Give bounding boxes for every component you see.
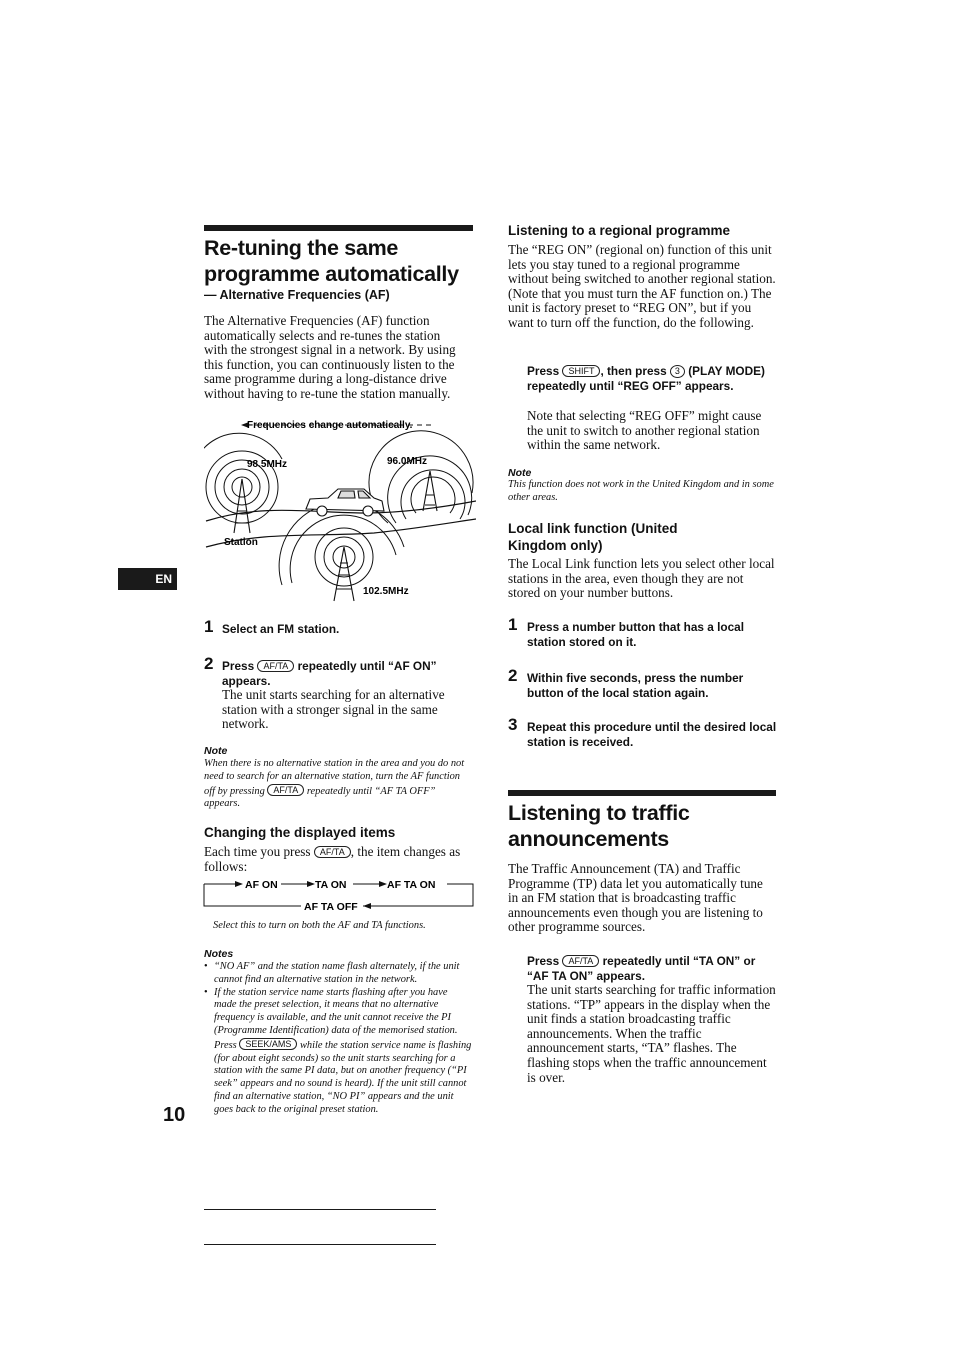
- af-note-text: [204, 758, 472, 811]
- traffic-instruction: [527, 954, 772, 983]
- title-rule: [204, 225, 473, 231]
- regional-press: Press: [527, 364, 560, 378]
- traffic-press: Press: [527, 954, 560, 968]
- title-line-1: Re-tuning the same: [204, 236, 399, 260]
- cycle-item-af-on: AF ON: [245, 879, 278, 891]
- display-cycle-diagram: [203, 874, 475, 914]
- step-2-press: Press: [222, 659, 255, 673]
- local-step-2-number: 2: [508, 666, 518, 685]
- regional-note-text: This function does not work in the United Kingdom and in some other areas.: [508, 479, 774, 503]
- notes-title: Notes: [204, 948, 234, 960]
- cycle-caption: Select this to turn on both the AF and TA functions.: [213, 920, 426, 931]
- changing-post: , the item changes as follows:: [204, 844, 461, 874]
- cycle-item-ta-on: TA ON: [315, 879, 347, 891]
- cycle-arrow-icon: [379, 881, 387, 887]
- button-3-icon: 3: [670, 365, 685, 378]
- local-step-1-number: 1: [508, 615, 518, 634]
- regional-mid: , then press: [600, 364, 667, 378]
- step-2-rest: repeatedly until “AF ON” appears.: [222, 659, 437, 688]
- seek-ams-button-icon: SEEK/AMS: [239, 1038, 297, 1050]
- local-link-body: The Local Link function lets you select other local stations in the area, even though they are not stored on your number buttons.: [508, 556, 775, 601]
- regional-note-title: Note: [508, 467, 532, 479]
- cycle-arrow-icon: [235, 881, 243, 887]
- step-1-number: 1: [204, 617, 214, 636]
- step-2-number: 2: [204, 654, 214, 673]
- bottom-tower-icon: [334, 547, 354, 601]
- bottom-line: [204, 1209, 436, 1210]
- section-title: [204, 235, 494, 287]
- local-step-2-text: Within five seconds, press the number button of the local station again.: [527, 671, 744, 700]
- language-tab-label: EN: [155, 572, 172, 586]
- af-note-pre: When there is no alternative station in the area and you do not need to search for an alternative station, turn the AF function off by pressing: [204, 758, 465, 797]
- language-tab: [118, 568, 177, 590]
- regional-rest: (PLAY MODE) repeatedly until “REG OFF” appears.: [527, 364, 765, 393]
- bottom-line: [204, 1244, 436, 1245]
- car-icon: [306, 489, 384, 516]
- freq-label-bottom: 102.5MHz: [363, 586, 409, 597]
- changing-pre: Each time you press: [204, 844, 311, 859]
- page-number: 10: [163, 1104, 186, 1126]
- section-subtitle: — Alternative Frequencies (AF): [204, 288, 390, 302]
- notes-item-2-pre: If the station service name starts flashing after you have made the preset selection, it means that no alternative frequency is available, and the unit cannot receive the PI (Programme Identification) data of the memorised station. Press: [214, 986, 458, 1051]
- traffic-title-line-1: Listening to traffic: [508, 801, 690, 825]
- regional-heading: Listening to a regional programme: [508, 223, 731, 238]
- af-ta-button-icon: AF/TA: [314, 846, 351, 858]
- cycle-item-af-ta-on: AF TA ON: [387, 879, 436, 891]
- af-ta-button-icon: AF/TA: [562, 955, 599, 967]
- station-label: Station: [224, 537, 258, 548]
- af-illustration: [204, 415, 476, 607]
- step-1-text: Select an FM station.: [222, 622, 340, 636]
- traffic-title: [508, 800, 778, 852]
- notes-list: [204, 961, 472, 1117]
- freq-label-right: 96.0MHz: [387, 456, 428, 467]
- af-ta-button-icon: AF/TA: [257, 660, 294, 672]
- af-intro: The Alternative Frequencies (AF) function automatically selects and re-tunes the station with the strongest signal in a network. By using this function, you can continuously listen to the same programme during a long-distance drive without having to re-tune the station manually.: [204, 313, 456, 401]
- notes-item: [204, 987, 472, 1117]
- local-step-3-number: 3: [508, 715, 518, 734]
- changing-text: [204, 845, 476, 874]
- freq-label-left: 98.5MHz: [247, 459, 288, 470]
- traffic-title-line-2: announcements: [508, 827, 669, 851]
- traffic-title-rule: [508, 790, 776, 796]
- notes-item-2-post: while the station service name is flashing (for about eight seconds) so the unit starts searching for a station with the same PI data, but on another frequency (“PI seek” appears and no sound is heard). If the unit still cannot find an alternative station, “NO PI” appears and the unit goes back to the original preset station.: [214, 1039, 472, 1115]
- traffic-rest: repeatedly until “TA ON” or “AF TA ON” appears.: [527, 954, 756, 983]
- changing-heading: Changing the displayed items: [204, 825, 396, 840]
- shift-button-icon: SHIFT: [562, 365, 600, 377]
- regional-body: The “REG ON” (regional on) function of this unit lets you stay tuned to a regional programme without being switched to another regional station. (Note that you must turn the AF function on.) The unit is factory preset to “REG ON”, but if you want to turn off the function, do the following.: [508, 242, 776, 330]
- local-step-1-text: Press a number button that has a local station stored on it.: [527, 620, 744, 649]
- notes-item: • “NO AF” and the station name flash alternately, if the unit cannot find an alternative station in the network.: [204, 961, 472, 987]
- af-note-title: Note: [204, 745, 228, 757]
- regional-instruction: [527, 364, 775, 393]
- illustration-caption: Frequencies change automatically.: [247, 420, 413, 431]
- af-ta-button-icon: AF/TA: [267, 784, 304, 796]
- left-tower-icon: [234, 479, 250, 533]
- title-line-2: programme automatically: [204, 262, 459, 286]
- cycle-arrow-icon: [307, 881, 315, 887]
- local-link-heading: Local link function (United Kingdom only): [508, 521, 678, 553]
- step-2-body: The unit starts searching for an alternative station with a stronger signal in the same network.: [222, 687, 445, 732]
- bottom-signal-waves: [279, 502, 404, 586]
- traffic-body-2: The unit starts searching for traffic information stations. “TP” appears in the display when the unit finds a station broadcasting traffic announcements. When the traffic announcement starts, “TA” flashes. The flashing stops when the traffic announcement is over.: [527, 982, 776, 1085]
- cycle-item-af-ta-off: AF TA OFF: [304, 901, 358, 913]
- local-step-3-text: Repeat this procedure until the desired local station is received.: [527, 720, 777, 749]
- traffic-body: The Traffic Announcement (TA) and Traffic Programme (TP) data let you automatically tune in an FM station that is broadcasting traffic announcements even though you are listening to other programme sources.: [508, 861, 763, 935]
- cycle-arrow-icon: [363, 903, 371, 909]
- regional-body-2: Note that selecting “REG OFF” might cause the unit to switch to another regional station within the same network.: [527, 408, 762, 453]
- step-2-text: [222, 659, 472, 688]
- af-note-post: repeatedly until “AF TA OFF” appears.: [204, 785, 436, 810]
- left-signal-waves: [204, 433, 282, 523]
